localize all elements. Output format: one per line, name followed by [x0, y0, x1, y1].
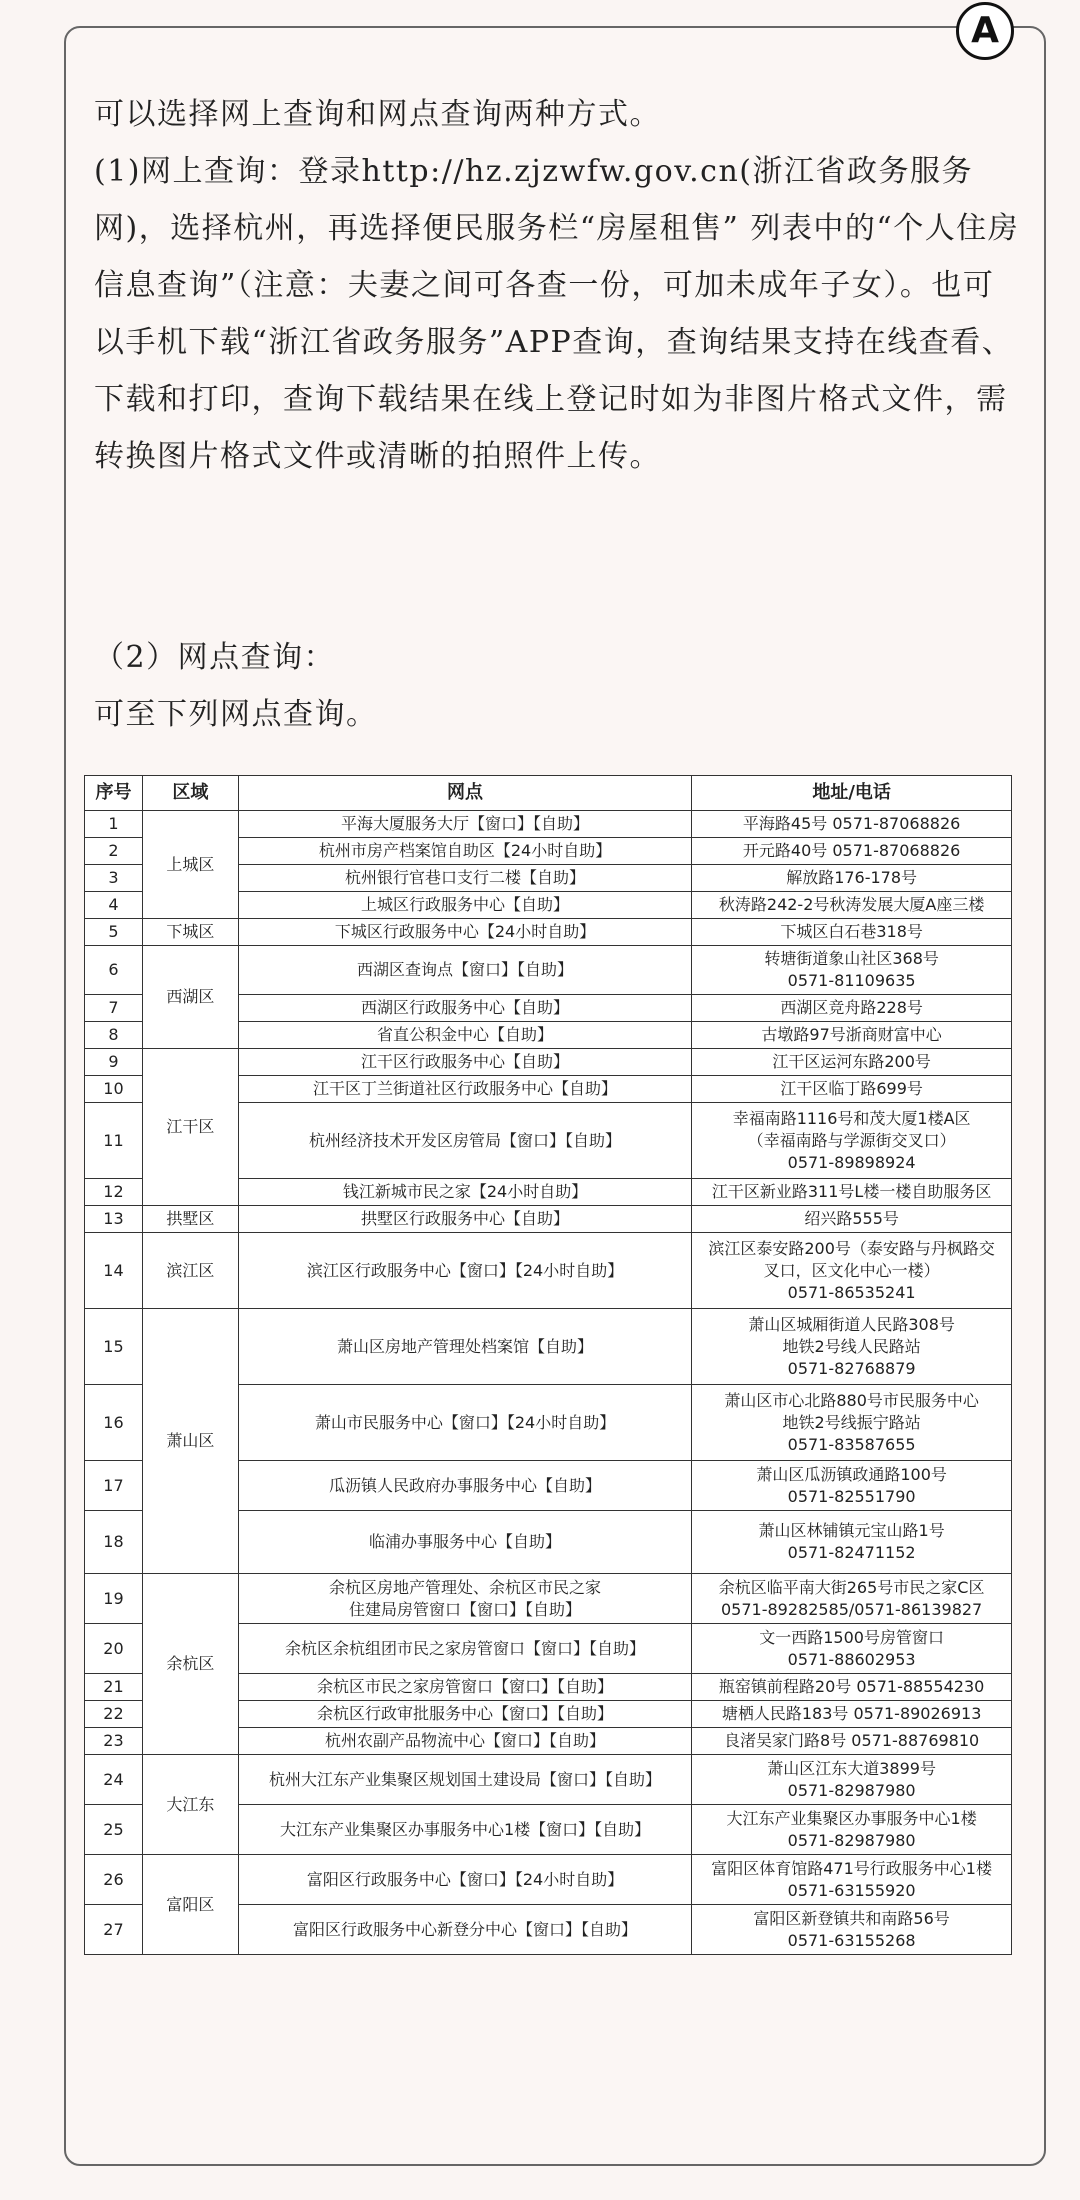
site-cell: 上城区行政服务中心【自助】	[238, 892, 691, 919]
site-cell: 大江东产业集聚区办事服务中心1楼【窗口】【自助】	[238, 1805, 691, 1855]
service-points-table	[84, 775, 1012, 1955]
section-badge: A	[956, 2, 1014, 60]
row-number: 24	[85, 1755, 143, 1805]
row-number: 20	[85, 1624, 143, 1674]
address-cell: 下城区白石巷318号	[692, 919, 1012, 946]
address-cell: 古墩路97号浙商财富中心	[692, 1022, 1012, 1049]
site-cell: 省直公积金中心【自助】	[238, 1022, 691, 1049]
site-cell: 杭州大江东产业集聚区规划国土建设局【窗口】【自助】	[238, 1755, 691, 1805]
table-row	[85, 946, 1012, 995]
row-number: 18	[85, 1511, 143, 1574]
table-row	[85, 1206, 1012, 1233]
site-cell: 余杭区余杭组团市民之家房管窗口【窗口】【自助】	[238, 1624, 691, 1674]
address-cell: 江干区临丁路699号	[692, 1076, 1012, 1103]
header-no: 序号	[85, 776, 143, 811]
address-cell: 滨江区泰安路200号（泰安路与丹枫路交 叉口，区文化中心一楼） 0571-86535241	[692, 1233, 1012, 1309]
row-number: 14	[85, 1233, 143, 1309]
row-number: 12	[85, 1179, 143, 1206]
row-number: 2	[85, 838, 143, 865]
address-cell: 瓶窑镇前程路20号 0571-88554230	[692, 1674, 1012, 1701]
site-cell: 杭州农副产品物流中心【窗口】【自助】	[238, 1728, 691, 1755]
site-cell: 临浦办事服务中心【自助】	[238, 1511, 691, 1574]
row-number: 4	[85, 892, 143, 919]
intro-text: 可以选择网上查询和网点查询两种方式。	[94, 97, 661, 132]
address-cell: 富阳区体育馆路471号行政服务中心1楼 0571-63155920	[692, 1855, 1012, 1905]
site-cell: 下城区行政服务中心【24小时自助】	[238, 919, 691, 946]
row-number: 11	[85, 1103, 143, 1179]
site-cell: 滨江区行政服务中心【窗口】【24小时自助】	[238, 1233, 691, 1309]
row-number: 19	[85, 1574, 143, 1624]
row-number: 25	[85, 1805, 143, 1855]
row-number: 16	[85, 1385, 143, 1461]
online-query-paragraph	[94, 143, 1024, 485]
district-cell: 江干区	[142, 1049, 238, 1206]
district-cell: 上城区	[142, 811, 238, 919]
row-number: 6	[85, 946, 143, 995]
address-cell: 开元路40号 0571-87068826	[692, 838, 1012, 865]
site-cell: 余杭区行政审批服务中心【窗口】【自助】	[238, 1701, 691, 1728]
address-cell: 萧山区市心北路880号市民服务中心 地铁2号线振宁路站 0571-83587655	[692, 1385, 1012, 1461]
site-cell: 萧山市民服务中心【窗口】【24小时自助】	[238, 1385, 691, 1461]
site-cell: 瓜沥镇人民政府办事服务中心【自助】	[238, 1461, 691, 1511]
table-row	[85, 919, 1012, 946]
address-cell: 解放路176-178号	[692, 865, 1012, 892]
offline-query-intro	[94, 686, 1024, 743]
address-cell: 萧山区瓜沥镇政通路100号 0571-82551790	[692, 1461, 1012, 1511]
offline-query-title	[94, 629, 1024, 686]
row-number: 1	[85, 811, 143, 838]
address-cell: 西湖区竞舟路228号	[692, 995, 1012, 1022]
row-number: 5	[85, 919, 143, 946]
site-cell: 江干区行政服务中心【自助】	[238, 1049, 691, 1076]
site-cell: 平海大厦服务大厅【窗口】【自助】	[238, 811, 691, 838]
address-cell: 江干区运河东路200号	[692, 1049, 1012, 1076]
address-cell: 富阳区新登镇共和南路56号 0571-63155268	[692, 1905, 1012, 1955]
site-cell: 富阳区行政服务中心新登分中心【窗口】【自助】	[238, 1905, 691, 1955]
table-body	[85, 811, 1012, 1955]
address-cell: 萧山区城厢街道人民路308号 地铁2号线人民路站 0571-82768879	[692, 1309, 1012, 1385]
row-number: 27	[85, 1905, 143, 1955]
site-cell: 拱墅区行政服务中心【自助】	[238, 1206, 691, 1233]
table-header-row	[85, 776, 1012, 811]
row-number: 22	[85, 1701, 143, 1728]
site-cell: 江干区丁兰街道社区行政服务中心【自助】	[238, 1076, 691, 1103]
offline-intro-text: 可至下列网点查询。	[94, 697, 378, 732]
address-cell: 幸福南路1116号和茂大厦1楼A区 （幸福南路与学源街交叉口） 0571-89898924	[692, 1103, 1012, 1179]
table-row	[85, 811, 1012, 838]
site-cell: 余杭区房地产管理处、余杭区市民之家 住建局房管窗口【窗口】【自助】	[238, 1574, 691, 1624]
table-row	[85, 1755, 1012, 1805]
row-number: 23	[85, 1728, 143, 1755]
row-number: 7	[85, 995, 143, 1022]
row-number: 3	[85, 865, 143, 892]
site-cell: 西湖区查询点【窗口】【自助】	[238, 946, 691, 995]
district-cell: 下城区	[142, 919, 238, 946]
address-cell: 江干区新业路311号L楼一楼自助服务区	[692, 1179, 1012, 1206]
address-cell: 文一西路1500号房管窗口 0571-88602953	[692, 1624, 1012, 1674]
table-row	[85, 1049, 1012, 1076]
row-number: 8	[85, 1022, 143, 1049]
row-number: 21	[85, 1674, 143, 1701]
district-cell: 萧山区	[142, 1309, 238, 1574]
row-number: 9	[85, 1049, 143, 1076]
table-row	[85, 1233, 1012, 1309]
site-cell: 杭州银行官巷口支行二楼【自助】	[238, 865, 691, 892]
site-cell: 钱江新城市民之家【24小时自助】	[238, 1179, 691, 1206]
site-cell: 富阳区行政服务中心【窗口】【24小时自助】	[238, 1855, 691, 1905]
row-number: 15	[85, 1309, 143, 1385]
district-cell: 拱墅区	[142, 1206, 238, 1233]
district-cell: 滨江区	[142, 1233, 238, 1309]
address-cell: 平海路45号 0571-87068826	[692, 811, 1012, 838]
table-row	[85, 1574, 1012, 1624]
district-cell: 余杭区	[142, 1574, 238, 1755]
address-cell: 大江东产业集聚区办事服务中心1楼 0571-82987980	[692, 1805, 1012, 1855]
address-cell: 余杭区临平南大街265号市民之家C区 0571-89282585/0571-86139827	[692, 1574, 1012, 1624]
header-site: 网点	[238, 776, 691, 811]
header-district: 区域	[142, 776, 238, 811]
address-cell: 绍兴路555号	[692, 1206, 1012, 1233]
table-row	[85, 1855, 1012, 1905]
address-cell: 良渚吴家门路8号 0571-88769810	[692, 1728, 1012, 1755]
row-number: 26	[85, 1855, 143, 1905]
site-cell: 西湖区行政服务中心【自助】	[238, 995, 691, 1022]
row-number: 13	[85, 1206, 143, 1233]
address-cell: 萧山区林铺镇元宝山路1号 0571-82471152	[692, 1511, 1012, 1574]
offline-title-text: （2）网点查询：	[94, 640, 336, 675]
district-cell: 西湖区	[142, 946, 238, 1049]
site-cell: 杭州经济技术开发区房管局【窗口】【自助】	[238, 1103, 691, 1179]
site-cell: 萧山区房地产管理处档案馆【自助】	[238, 1309, 691, 1385]
online-query-text: (1)网上查询：登录http://hz.zjzwfw.gov.cn(浙江省政务服务网)，选择杭州，再选择便民服务栏“房屋租售” 列表中的“个人住房信息查询”（注意：夫妻之间可各查一份，可加未成年子女）。也可以手机下载“浙江省政务服务”APP查询，查询结果支持在线查看、下载和打印，查询下载结果在线上登记时如为非图片格式文件，需转换图片格式文件或清晰的拍照件上传。	[94, 154, 1020, 474]
row-number: 17	[85, 1461, 143, 1511]
site-cell: 杭州市房产档案馆自助区【24小时自助】	[238, 838, 691, 865]
address-cell: 塘栖人民路183号 0571-89026913	[692, 1701, 1012, 1728]
site-cell: 余杭区市民之家房管窗口【窗口】【自助】	[238, 1674, 691, 1701]
address-cell: 萧山区江东大道3899号 0571-82987980	[692, 1755, 1012, 1805]
intro-paragraph	[94, 86, 1024, 143]
address-cell: 秋涛路242-2号秋涛发展大厦A座三楼	[692, 892, 1012, 919]
row-number: 10	[85, 1076, 143, 1103]
address-cell: 转塘街道象山社区368号 0571-81109635	[692, 946, 1012, 995]
table-row	[85, 1309, 1012, 1385]
district-cell: 富阳区	[142, 1855, 238, 1955]
district-cell: 大江东	[142, 1755, 238, 1855]
header-address: 地址/电话	[692, 776, 1012, 811]
